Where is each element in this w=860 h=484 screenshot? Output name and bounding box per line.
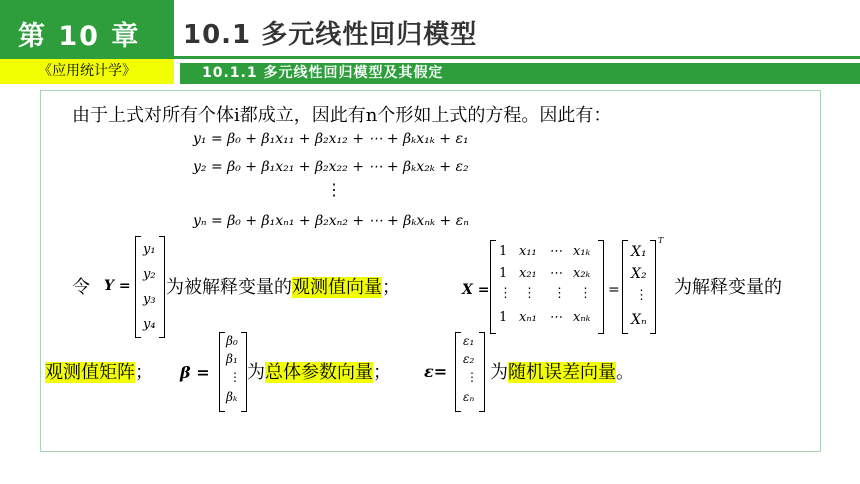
- beta-vector-dots: ⋮: [229, 370, 241, 384]
- eps-vector: [455, 332, 485, 412]
- x-matrix-cell: 1: [499, 244, 508, 259]
- y-vector-1: y₁: [143, 242, 156, 257]
- equals-sign: =: [608, 282, 620, 298]
- intro-text: 由于上式对所有个体i都成立，因此有n个形如上式的方程。因此有：: [72, 105, 612, 126]
- x-matrix-cell: xₙ₁: [519, 310, 537, 325]
- let-prefix: 令: [72, 277, 90, 298]
- beta-desc: 为: [247, 362, 265, 383]
- eps-vector-2: ε₂: [463, 352, 475, 366]
- x-matrix-cell: ⋮: [499, 286, 512, 301]
- chapter-label: 第 10 章: [18, 21, 141, 52]
- x-matrix-cell: x₂₁: [519, 266, 537, 281]
- semicolon: ；: [382, 277, 400, 298]
- beta-vector-1: β₁: [226, 352, 238, 366]
- semicolon: ；: [135, 362, 153, 383]
- y-vector: [135, 236, 165, 338]
- x-matrix: [490, 240, 604, 334]
- beta-vector-0: β₀: [226, 334, 238, 348]
- x-matrix-cell: x₂ₖ: [573, 266, 591, 281]
- transpose-mark: T: [658, 236, 664, 245]
- semicolon: ；: [373, 362, 391, 383]
- beta-desc-highlight: 总体参数向量: [265, 362, 373, 383]
- y-desc: 为被解释变量的: [166, 277, 292, 298]
- x-row-2: X₂: [631, 266, 647, 282]
- x-matrix-cell: 1: [499, 266, 508, 281]
- x-matrix-cell: ⋯: [549, 244, 562, 259]
- x-symbol: X =: [462, 282, 490, 298]
- y-vector-3: y₃: [143, 292, 156, 307]
- x-matrix-cell: ⋮: [579, 286, 592, 301]
- x-matrix-cell: xₙₖ: [573, 310, 591, 325]
- period: 。: [616, 362, 634, 383]
- beta-vector-k: βₖ: [226, 390, 238, 404]
- x-row-1: X₁: [631, 244, 647, 260]
- equation-2: y₂ = β₀ + β₁x₂₁ + β₂x₂₂ + ⋯ + βₖx₂ₖ + ε₂: [193, 159, 469, 175]
- x-row-vector: [622, 240, 656, 334]
- equation-n: yₙ = β₀ + β₁xₙ₁ + β₂xₙ₂ + ⋯ + βₖxₙₖ + εₙ: [193, 213, 469, 229]
- eps-vector-1: ε₁: [463, 334, 475, 348]
- x-matrix-cell: ⋮: [523, 286, 536, 301]
- equation-vdots: ⋮: [326, 180, 342, 199]
- y-desc-highlight: 观测值向量: [292, 277, 382, 298]
- beta-vector: [219, 332, 247, 412]
- x-desc-highlight: 观测值矩阵: [45, 362, 135, 383]
- equation-1: y₁ = β₀ + β₁x₁₁ + β₂x₁₂ + ⋯ + βₖx₁ₖ + ε₁: [193, 131, 469, 147]
- x-matrix-cell: 1: [499, 310, 508, 325]
- x-matrix-cell: ⋮: [553, 286, 566, 301]
- chapter-box: [0, 0, 174, 59]
- eps-vector-dots: ⋮: [466, 370, 478, 384]
- book-tag: 《应用统计学》: [0, 59, 174, 84]
- subsection-bar: [180, 63, 860, 84]
- beta-symbol: β =: [180, 363, 210, 382]
- y-vector-4: y₄: [143, 317, 156, 332]
- x-matrix-cell: x₁ₖ: [573, 244, 591, 259]
- x-matrix-cell: ⋯: [549, 266, 562, 281]
- y-vector-2: y₂: [143, 267, 156, 282]
- subsection-title: 10.1.1 多元线性回归模型及其假定: [202, 65, 444, 81]
- section-title: 10.1 多元线性回归模型: [183, 20, 478, 50]
- x-desc: 为解释变量的: [674, 277, 782, 298]
- eps-vector-n: εₙ: [463, 390, 475, 404]
- x-row-3: ⋮: [635, 288, 648, 303]
- eps-desc: 为: [490, 362, 508, 383]
- eps-desc-highlight: 随机误差向量: [508, 362, 616, 383]
- x-matrix-cell: x₁₁: [519, 244, 537, 259]
- header-divider: [174, 56, 860, 59]
- eps-symbol: ε=: [424, 362, 448, 381]
- x-row-n: Xₙ: [631, 312, 647, 328]
- y-symbol: Y =: [104, 278, 131, 294]
- x-matrix-cell: ⋯: [549, 310, 562, 325]
